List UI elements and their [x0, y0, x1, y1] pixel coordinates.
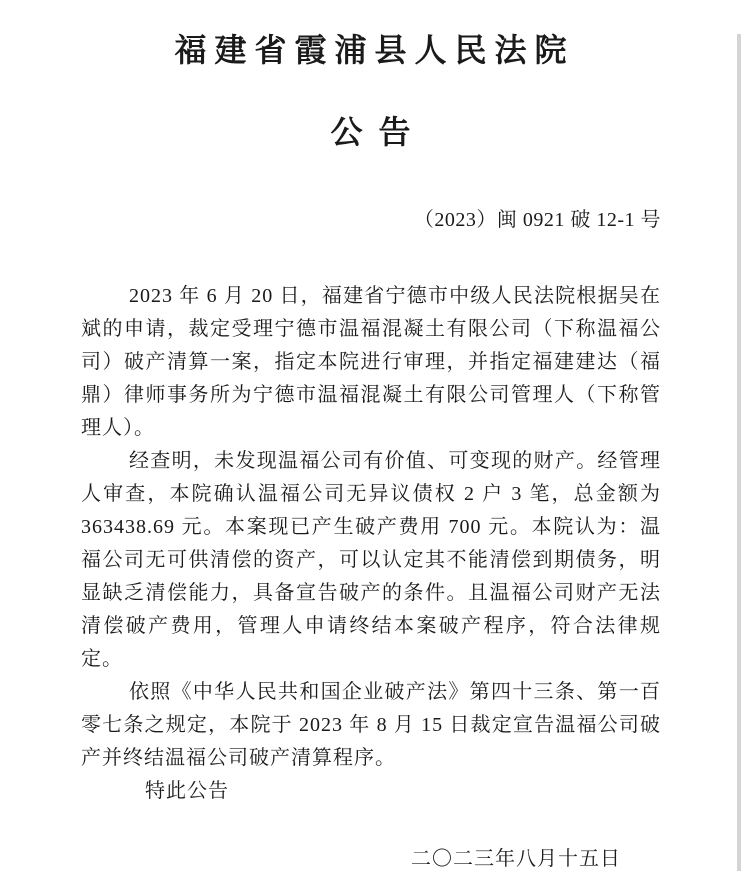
issue-date: 二〇二三年八月十五日 [411, 848, 621, 870]
court-name-heading: 福建省霞浦县人民法院 [174, 32, 575, 68]
announcement-page [0, 34, 741, 871]
announcement-title: 公告 [330, 114, 427, 150]
paragraph-case-acceptance: 2023 年 6 月 20 日，福建省宁德市中级人民法院根据吴在斌的申请，裁定受理宁德市温福混凝土有限公司（下称温福公司）破产清算一案，指定本院进行审理，并指定福建建达（福鼎）律师事务所为宁德市温福混凝土有限公司管理人（下称管理人）。 [81, 285, 661, 439]
paragraph-ruling: 依照《中华人民共和国企业破产法》第四十三条、第一百零七条之规定，本院于 2023 年 8 月 15 日裁定宣告温福公司破产并终结温福公司破产清算程序。 [81, 681, 661, 769]
page-edge-strip [737, 34, 741, 871]
case-number: （2023）闽 0921 破 12-1 号 [413, 209, 661, 231]
document-body [81, 280, 661, 808]
closing-statement: 特此公告 [145, 780, 229, 802]
paragraph-findings: 经查明，未发现温福公司有价值、可变现的财产。经管理人审查，本院确认温福公司无异议债权 2 户 3 笔，总金额为 363438.69 元。本案现已产生破产费用 700 元。本院认为：温福公司无可供清偿的资产，可以认定其不能清偿到期债务，明显缺乏清偿能力，具备宣告破产的条件。且温福公司财产无法清偿破产费用，管理人申请终结本案破产程序，符合法律规定。 [81, 450, 661, 670]
